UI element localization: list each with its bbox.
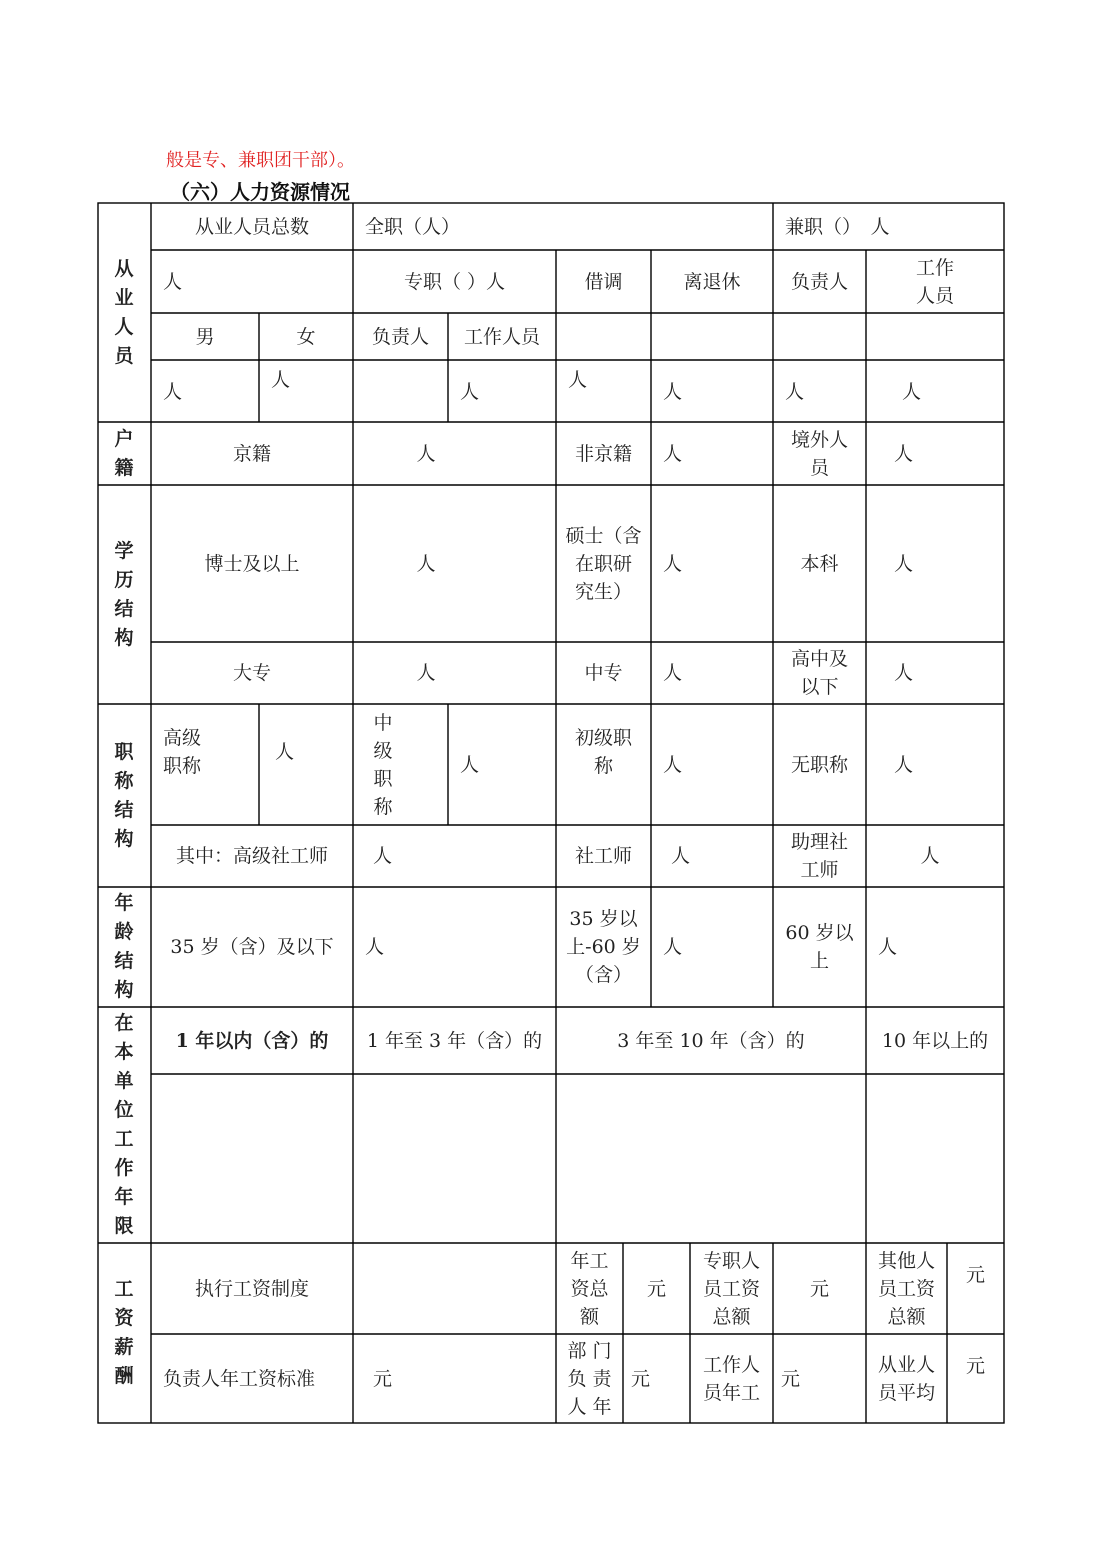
salary-leader-standard-value: 元 (373, 1367, 393, 1390)
staff-male-value: 人 (163, 381, 183, 403)
staff-retired-label: 离退休 (683, 270, 741, 293)
staff-retired-value: 人 (663, 381, 683, 403)
title-social-value: 人 (671, 845, 691, 867)
staff-worker2-value: 人 (460, 381, 480, 403)
salary-avg-value: 元 (965, 1355, 985, 1377)
salary-dept-leader-label: 部 门 负 责 人 年 (567, 1339, 612, 1418)
salary-worker-annual-label: 工作人 员年工 (702, 1353, 760, 1404)
age-over60-label: 60 岁以 上 (785, 922, 854, 972)
edu-secondary-label: 中专 (584, 662, 623, 684)
staff-male-label: 男 (195, 325, 215, 348)
salary-system-label: 执行工资制度 (194, 1277, 309, 1300)
edu-bachelor-value: 人 (894, 552, 914, 575)
age-over60-value: 人 (878, 936, 898, 958)
title-none-value: 人 (894, 753, 914, 776)
age-under35-label: 35 岁（含）及以下 (170, 936, 334, 958)
title-senior-value: 人 (275, 741, 295, 763)
label-title-structure: 职 称 结 构 (114, 740, 134, 850)
salary-other-total-label: 其他人 员工资 总额 (877, 1249, 935, 1328)
title-social-label: 社工师 (574, 845, 632, 867)
salary-dept-leader-value: 元 (631, 1367, 651, 1390)
edu-bachelor-label: 本科 (800, 552, 839, 575)
edu-highschool-value: 人 (894, 662, 914, 684)
staff-total-label: 从业人员总数 (194, 215, 309, 238)
intro-line: 般是专、兼职团干部）。 (166, 150, 355, 171)
salary-other-total-value: 元 (965, 1264, 985, 1286)
title-middle-value: 人 (460, 753, 480, 776)
label-age: 年 龄 结 构 (114, 892, 134, 1001)
tenure-1to3-label: 1 年至 3 年（含）的 (366, 1029, 543, 1052)
salary-dedicated-total-label: 专职人 员工资 总额 (702, 1249, 760, 1328)
staff-seconded-value: 人 (568, 369, 588, 391)
salary-avg-label: 从业人 员平均 (877, 1353, 935, 1404)
title-junior-value: 人 (663, 753, 683, 776)
staff-worker2-label: 工作人员 (463, 325, 540, 348)
label-tenure: 在 本 单 位 工 作 年 限 (114, 1012, 134, 1237)
salary-dedicated-total-value: 元 (809, 1277, 829, 1300)
title-senior-social-label: 其中：高级社工师 (175, 845, 328, 867)
household-nonbeijing-value: 人 (663, 442, 683, 465)
household-overseas-label: 境外人 员 (790, 428, 848, 479)
edu-master-value: 人 (663, 552, 683, 575)
staff-leader-value: 人 (785, 381, 805, 403)
title-senior-social-value: 人 (373, 845, 393, 867)
salary-leader-standard-label: 负责人年工资标准 (163, 1367, 316, 1390)
staff-worker-label: 工作 人员 (915, 256, 954, 307)
tenure-3to10-label: 3 年至 10 年（含）的 (617, 1029, 805, 1052)
staff-parttime-label: 兼职（） 人 (785, 215, 890, 238)
title-assistant-social-value: 人 (920, 845, 940, 867)
staff-female-value: 人 (271, 369, 291, 391)
salary-worker-annual-value: 元 (781, 1367, 801, 1390)
household-beijing-value: 人 (416, 442, 436, 465)
label-household: 户 籍 (114, 427, 134, 479)
title-middle-label: 中 级 职 称 (373, 711, 393, 818)
section-title: （六）人力资源情况 (170, 180, 350, 204)
label-salary: 工 资 薪 酬 (114, 1278, 134, 1387)
salary-annual-total-value: 元 (646, 1277, 666, 1300)
staff-leader-label: 负责人 (790, 270, 848, 293)
edu-secondary-value: 人 (663, 662, 683, 684)
age-mid-label: 35 岁以 上-60 岁 （含） (566, 908, 641, 986)
title-none-label: 无职称 (790, 753, 848, 776)
edu-highschool-label: 高中及 以下 (790, 648, 848, 698)
title-assistant-social-label: 助理社 工师 (790, 831, 848, 881)
edu-college-value: 人 (416, 662, 436, 684)
staff-seconded-label: 借调 (584, 270, 623, 293)
staff-total-value: 人 (163, 270, 183, 293)
title-junior-label: 初级职 称 (574, 726, 632, 777)
age-mid-value: 人 (663, 936, 683, 958)
household-overseas-value: 人 (894, 442, 914, 465)
edu-phd-label: 博士及以上 (204, 552, 300, 575)
salary-annual-total-label: 年工 资总 额 (570, 1249, 609, 1328)
staff-worker-value: 人 (902, 381, 922, 403)
tenure-within1-label: 1 年以内（含）的 (175, 1029, 329, 1052)
title-senior-label: 高级 职称 (163, 726, 202, 777)
edu-master-label: 硕士（含 在职研 究生） (565, 524, 642, 603)
staff-fulltime-label: 全职（人） (365, 215, 461, 238)
household-beijing-label: 京籍 (232, 442, 271, 465)
age-under35-value: 人 (365, 936, 385, 958)
label-staff: 从 业 人 员 (114, 257, 134, 367)
tenure-over10-label: 10 年以上的 (881, 1029, 989, 1052)
edu-phd-value: 人 (416, 552, 436, 575)
edu-college-label: 大专 (232, 662, 271, 684)
household-nonbeijing-label: 非京籍 (574, 442, 632, 465)
staff-female-label: 女 (296, 325, 316, 348)
staff-leader2-label: 负责人 (371, 325, 429, 348)
label-education: 学 历 结 构 (114, 539, 134, 649)
staff-dedicated-label: 专职（ ）人 (403, 270, 506, 293)
